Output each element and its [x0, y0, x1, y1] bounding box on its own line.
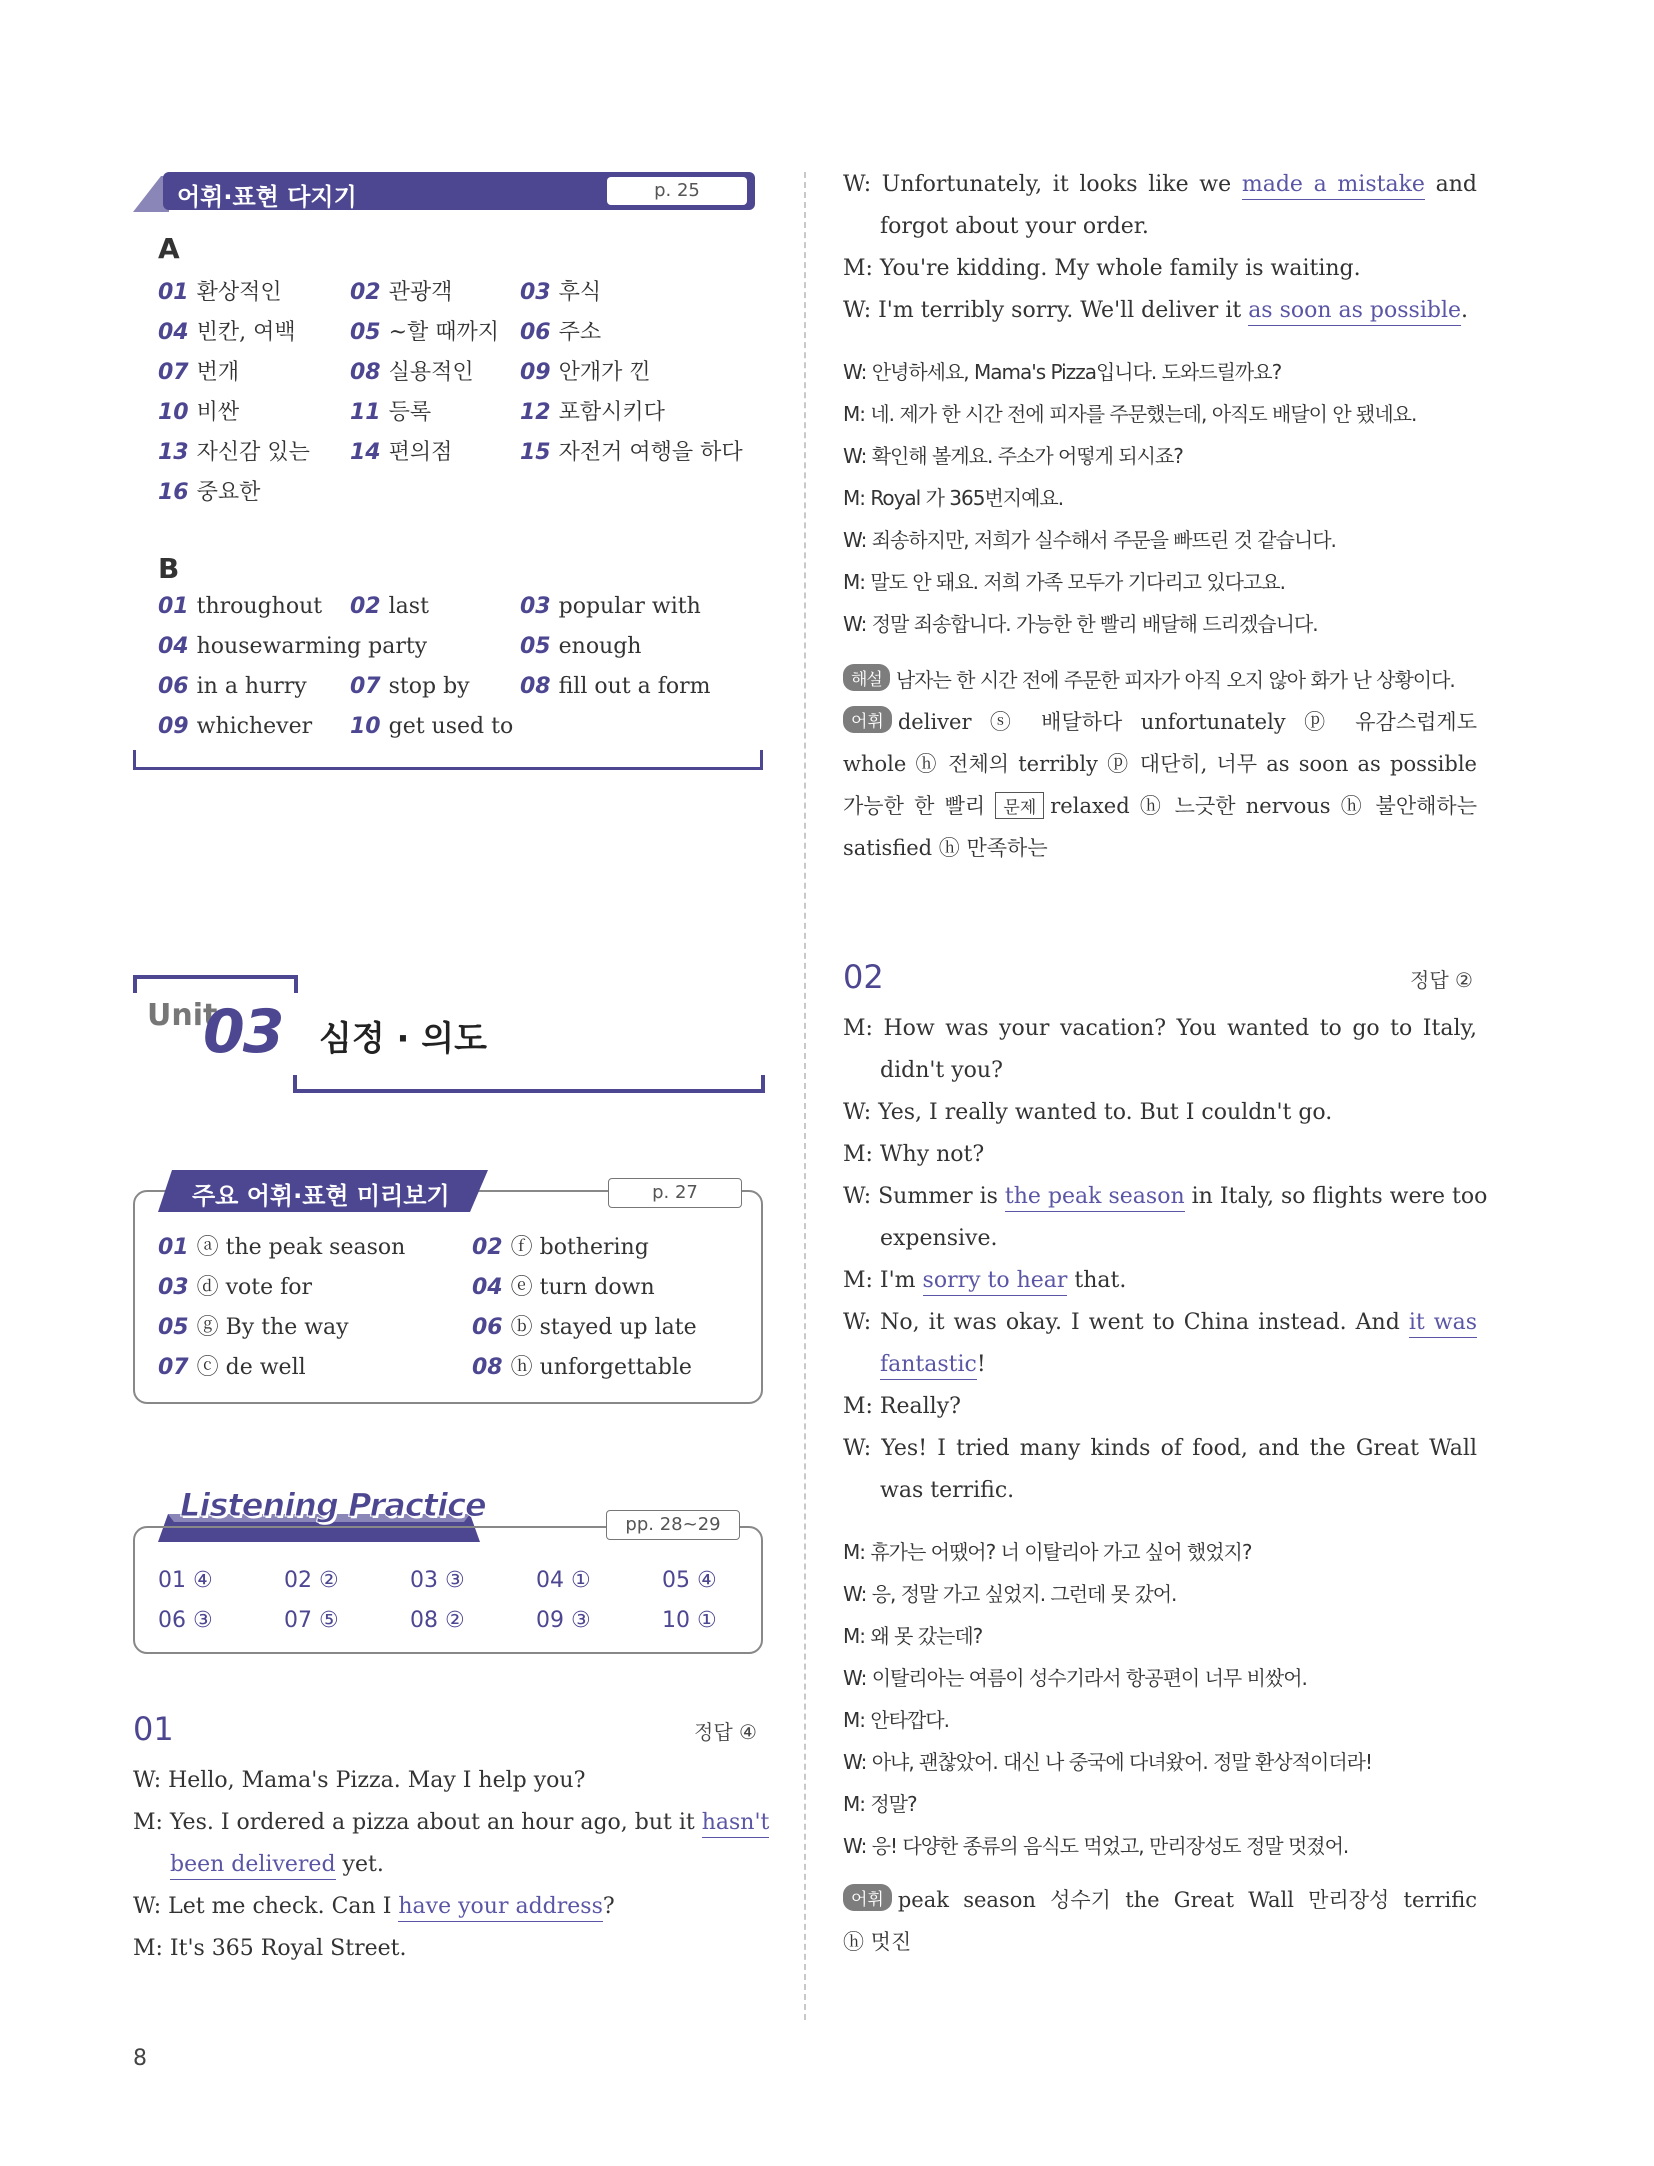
- item-text: 주소: [558, 320, 602, 345]
- vocab-a-item: [158, 475, 260, 506]
- item-number: 04: [158, 634, 189, 659]
- item-text: 환상적인: [196, 280, 282, 305]
- item-text: get used to: [388, 714, 514, 739]
- problem-box: 문제: [995, 792, 1044, 819]
- q02-blank: fantastic: [880, 1352, 977, 1380]
- answer-item: 08 ②: [410, 1608, 465, 1633]
- q02-text: W: Yes, I really wanted to. But I couldn't go.: [843, 1100, 1333, 1125]
- vocab-item: terrific: [1403, 1888, 1477, 1912]
- item-text: 등록: [388, 400, 432, 425]
- item-text: 비싼: [196, 400, 240, 425]
- vocab-a-item: [158, 435, 310, 466]
- item-text: whichever: [196, 714, 313, 739]
- answer-item: 06 ③: [158, 1608, 213, 1633]
- item-number: 15: [520, 440, 551, 465]
- item-text: 중요한: [196, 480, 261, 505]
- vocab-badge: 어휘: [843, 706, 892, 733]
- q02-line-7: [843, 1268, 1126, 1293]
- item-number: 03: [158, 1275, 189, 1300]
- q01-text: W: I'm terribly sorry. We'll deliver it: [843, 298, 1249, 323]
- explain-badge: 해설: [843, 664, 890, 691]
- vocab-b-item: [520, 594, 701, 619]
- q02-line-6: [880, 1226, 997, 1251]
- q02-translation-line: W: 응, 정말 가고 싶었지. 그런데 못 갔어.: [843, 1582, 1177, 1606]
- q02-text: expensive.: [880, 1226, 998, 1251]
- vocab-item: satisfied ⓗ 만족하는: [843, 836, 1048, 860]
- q02-text: didn't you?: [880, 1058, 1003, 1083]
- q01-vocab-line-3: [843, 790, 1477, 820]
- q01-explanation: [843, 664, 1455, 693]
- vocab-section-header: [133, 172, 763, 212]
- item-text: popular with: [558, 594, 701, 619]
- vocab-item: ⓗ 멋진: [843, 1930, 912, 1954]
- vocab-b-item: [520, 674, 711, 699]
- item-text: ⓕ bothering: [510, 1235, 649, 1260]
- preview-item: [158, 1310, 349, 1341]
- item-text: enough: [558, 634, 642, 659]
- q01-translation-line: M: Royal 가 365번지예요.: [843, 486, 1064, 510]
- answer-item: 02 ②: [284, 1568, 339, 1593]
- vocab-a-item: [350, 395, 431, 426]
- q01-text: M: You're kidding. My whole family is waiting.: [843, 256, 1361, 281]
- item-number: 08: [472, 1355, 503, 1380]
- q01-cont-line-4: [843, 298, 1468, 323]
- item-text: 관광객: [388, 280, 453, 305]
- q02-line-9: [880, 1352, 986, 1377]
- vocab-b-item: [158, 634, 427, 659]
- q01-text: and: [1435, 172, 1478, 197]
- q02-text: W: Summer is: [843, 1184, 1005, 1209]
- preview-item: [158, 1270, 312, 1301]
- item-text: fill out a form: [558, 674, 711, 699]
- q01-text: .: [1461, 298, 1469, 323]
- q02-line-5: [843, 1184, 1487, 1209]
- preview-title: 주요 어휘·표현 미리보기: [192, 1182, 450, 1210]
- item-text: 안개가 낀: [558, 360, 651, 385]
- item-text: throughout: [196, 594, 323, 619]
- item-number: 05: [158, 1315, 189, 1340]
- q01-cont-line-2: [880, 214, 1149, 239]
- q02-vocab-line-2: [843, 1926, 911, 1956]
- q01-blank: been delivered: [170, 1852, 336, 1880]
- item-number: 01: [158, 280, 189, 305]
- item-number: 07: [350, 674, 381, 699]
- unit-bracket-top: [133, 975, 298, 993]
- part-b-label: B: [158, 552, 180, 585]
- q01-line-2: [133, 1810, 770, 1835]
- item-text: ⓓ vote for: [196, 1275, 313, 1300]
- unit-header: [133, 975, 765, 1095]
- preview-header: [158, 1170, 758, 1212]
- q01-line-1: [133, 1768, 585, 1793]
- vocab-a-item: [520, 315, 601, 346]
- answer-item: 01 ④: [158, 1568, 213, 1593]
- q01-text: yet.: [335, 1852, 384, 1877]
- item-number: 08: [350, 360, 381, 385]
- q02-line-1: [843, 1016, 1477, 1041]
- preview-page-ref: p. 27: [608, 1178, 742, 1208]
- vocab-item: the Great Wall 만리장성: [1125, 1888, 1390, 1912]
- q01-cont-line-3: [843, 256, 1361, 281]
- item-number: 12: [520, 400, 551, 425]
- q02-text: W: No, it was okay. I went to China instead. And: [843, 1310, 1400, 1335]
- item-number: 09: [520, 360, 551, 385]
- q02-line-11: [843, 1436, 1477, 1461]
- vocab-item: 가능한 한 빨리: [843, 794, 986, 818]
- item-number: 03: [520, 594, 551, 619]
- q01-translation-line: W: 정말 죄송합니다. 가능한 한 빨리 배달해 드리겠습니다.: [843, 612, 1318, 636]
- vocab-a-item: [158, 395, 239, 426]
- q01-text: W: Unfortunately, it looks like we: [843, 172, 1232, 197]
- vocab-item: whole ⓗ 전체의: [843, 752, 1010, 776]
- vocab-a-item: [520, 435, 743, 466]
- q01-text: M: It's 365 Royal Street.: [133, 1936, 407, 1961]
- q02-text: M: I'm: [843, 1268, 923, 1293]
- item-text: last: [388, 594, 429, 619]
- q01-text: W: Hello, Mama's Pizza. May I help you?: [133, 1768, 586, 1793]
- item-text: in a hurry: [196, 674, 307, 699]
- q02-translation-line: M: 안타깝다.: [843, 1708, 949, 1732]
- explain-text: 남자는 한 시간 전에 주문한 피자가 아직 오지 않아 화가 난 상황이다.: [895, 668, 1455, 692]
- q02-line-2: [880, 1058, 1003, 1083]
- item-number: 02: [350, 594, 381, 619]
- vocab-a-item: [350, 275, 452, 306]
- item-text: 실용적인: [388, 360, 474, 385]
- preview-item: [158, 1230, 405, 1261]
- preview-item: [472, 1350, 692, 1381]
- vocab-a-item: [158, 275, 282, 306]
- q02-translation-line: M: 정말?: [843, 1792, 917, 1816]
- answer-item: 03 ③: [410, 1568, 465, 1593]
- item-number: 13: [158, 440, 189, 465]
- item-number: 04: [158, 320, 189, 345]
- answer-item: 04 ①: [536, 1568, 591, 1593]
- q01-line-4: [133, 1894, 615, 1919]
- item-number: 05: [520, 634, 551, 659]
- vocab-b-item: [350, 714, 513, 739]
- item-number: 10: [350, 714, 381, 739]
- item-number: 11: [350, 400, 381, 425]
- unit-title: 심정 · 의도: [319, 1019, 487, 1059]
- item-text: 자신감 있는: [196, 440, 310, 465]
- item-number: 03: [520, 280, 551, 305]
- part-a-label: A: [158, 232, 180, 265]
- q02-text: !: [976, 1352, 986, 1377]
- item-number: 06: [520, 320, 551, 345]
- q02-text: in Italy, so flights were too: [1184, 1184, 1488, 1209]
- item-text: 빈칸, 여백: [196, 320, 296, 345]
- item-number: 14: [350, 440, 381, 465]
- q01-answer: 정답 ④: [694, 1720, 757, 1744]
- answer-item: 05 ④: [662, 1568, 717, 1593]
- vocab-item: terribly ⓟ 대단히, 너무: [1018, 752, 1258, 776]
- column-divider: [804, 172, 806, 2020]
- q02-translation-line: W: 이탈리아는 여름이 성수기라서 항공편이 너무 비쌌어.: [843, 1666, 1307, 1690]
- q01-translation-line: W: 안녕하세요, Mama's Pizza입니다. 도와드릴까요?: [843, 360, 1282, 384]
- item-number: 05: [350, 320, 381, 345]
- q02-translation-line: M: 왜 못 갔는데?: [843, 1624, 983, 1648]
- vocab-section-title: 어휘·표현 다지기: [177, 183, 357, 211]
- q02-blank: the peak season: [1005, 1184, 1185, 1212]
- q01-label: 01: [133, 1710, 174, 1748]
- vocab-item: deliver ⓢ 배달하다: [897, 710, 1123, 734]
- preview-item: [472, 1230, 649, 1261]
- vocab-a-item: [350, 355, 474, 386]
- item-number: 08: [520, 674, 551, 699]
- q02-line-8: [843, 1310, 1477, 1335]
- item-text: 자전거 여행을 하다: [558, 440, 743, 465]
- q02-text: M: How was your vacation? You wanted to go to Italy,: [843, 1016, 1477, 1041]
- vocab-a-item: [520, 275, 601, 306]
- item-number: 04: [472, 1275, 503, 1300]
- vocab-a-item: [158, 315, 296, 346]
- vocab-a-item: [520, 395, 665, 426]
- item-text: housewarming party: [196, 634, 428, 659]
- vocab-a-item: [520, 355, 651, 386]
- vocab-b-item: [350, 674, 470, 699]
- item-number: 02: [472, 1235, 503, 1260]
- vocab-b-item: [350, 594, 429, 619]
- q01-blank: hasn't: [702, 1810, 770, 1838]
- unit-bracket-bottom: [293, 1075, 765, 1093]
- preview-item: [472, 1270, 655, 1301]
- item-text: ⓔ turn down: [510, 1275, 655, 1300]
- item-text: ⓗ unforgettable: [510, 1355, 692, 1380]
- q01-translation-line: M: 네. 제가 한 시간 전에 피자를 주문했는데, 아직도 배달이 안 됐네요.: [843, 402, 1417, 426]
- item-text: 후식: [558, 280, 602, 305]
- q01-text: W: Let me check. Can I: [133, 1894, 399, 1919]
- q02-blank: sorry to hear: [923, 1268, 1068, 1296]
- item-number: 01: [158, 594, 189, 619]
- q01-blank: as soon as possible: [1248, 298, 1461, 326]
- vocab-a-item: [158, 355, 239, 386]
- q01-text: ?: [602, 1894, 615, 1919]
- q01-vocab-line-4: [843, 832, 1048, 862]
- q02-line-12: [880, 1478, 1014, 1503]
- item-text: ⓒ de well: [196, 1355, 306, 1380]
- vocab-a-item: [350, 315, 499, 346]
- q02-vocab-line-1: [843, 1884, 1477, 1914]
- q01-cont-line-1: [843, 172, 1477, 197]
- item-number: 06: [158, 674, 189, 699]
- vocab-b-item: [158, 674, 307, 699]
- vocab-item: relaxed ⓗ 느긋한: [1050, 794, 1236, 818]
- vocab-item: peak season 성수기: [897, 1888, 1111, 1912]
- q01-translation-line: M: 말도 안 돼요. 저희 가족 모두가 기다리고 있다고요.: [843, 570, 1285, 594]
- q02-line-4: [843, 1142, 984, 1167]
- listening-title: Listening Practice: [180, 1486, 486, 1524]
- vocab-b-item: [520, 634, 641, 659]
- q01-blank: have your address: [398, 1894, 602, 1922]
- item-number: 07: [158, 360, 189, 385]
- q02-answer: 정답 ②: [1410, 968, 1473, 992]
- answer-item: 09 ③: [536, 1608, 591, 1633]
- item-text: 편의점: [388, 440, 453, 465]
- q01-translation-line: W: 죄송하지만, 저희가 실수해서 주문을 빠뜨린 것 같습니다.: [843, 528, 1336, 552]
- item-text: ⓐ the peak season: [196, 1235, 406, 1260]
- item-text: ⓖ By the way: [196, 1315, 349, 1340]
- vocab-box-bracket: [133, 750, 763, 770]
- item-number: 02: [350, 280, 381, 305]
- q01-translation-line: W: 확인해 볼게요. 주소가 어떻게 되시죠?: [843, 444, 1183, 468]
- item-number: 09: [158, 714, 189, 739]
- answer-item: 10 ①: [662, 1608, 717, 1633]
- vocab-badge: 어휘: [843, 1884, 892, 1911]
- item-text: 포함시키다: [558, 400, 665, 425]
- unit-word: Unit: [147, 998, 218, 1033]
- item-text: 번개: [196, 360, 240, 385]
- q02-label: 02: [843, 958, 884, 996]
- q02-translation-line: W: 아냐, 괜찮았어. 대신 나 중국에 다녀왔어. 정말 환상적이더라!: [843, 1750, 1372, 1774]
- q01-vocab-line-2: [843, 748, 1477, 778]
- item-number: 16: [158, 480, 189, 505]
- q02-text: M: Why not?: [843, 1142, 985, 1167]
- item-text: stop by: [388, 674, 470, 699]
- vocab-b-item: [158, 594, 322, 619]
- preview-item: [158, 1350, 306, 1381]
- q02-text: was terrific.: [880, 1478, 1015, 1503]
- q02-blank: it was: [1409, 1310, 1477, 1338]
- preview-item: [472, 1310, 697, 1341]
- vocab-item: unfortunately ⓟ 유감스럽게도: [1140, 710, 1477, 734]
- vocab-item: as soon as possible: [1266, 752, 1477, 776]
- q01-blank: made a mistake: [1242, 172, 1425, 200]
- item-number: 07: [158, 1355, 189, 1380]
- unit-number: 03: [203, 997, 283, 1067]
- q01-text: M: Yes. I ordered a pizza about an hour ago, but it: [133, 1810, 695, 1835]
- q01-vocab-line-1: [843, 706, 1477, 736]
- q02-text: M: Really?: [843, 1394, 961, 1419]
- q02-line-3: [843, 1100, 1332, 1125]
- item-text: ⓑ stayed up late: [510, 1315, 697, 1340]
- q02-translation-line: M: 휴가는 어땠어? 너 이탈리아 가고 싶어 했었지?: [843, 1540, 1252, 1564]
- q01-line-5: [133, 1936, 406, 1961]
- vocab-item: nervous ⓗ 불안해하는: [1245, 794, 1477, 818]
- item-number: 01: [158, 1235, 189, 1260]
- q01-line-3: [170, 1852, 384, 1877]
- vocab-page-ref: p. 25: [607, 177, 747, 205]
- q02-translation-line: W: 응! 다양한 종류의 음식도 먹었고, 만리장성도 정말 멋졌어.: [843, 1834, 1349, 1858]
- answer-item: 07 ⑤: [284, 1608, 339, 1633]
- q01-text: forgot about your order.: [880, 214, 1149, 239]
- q02-text: that.: [1067, 1268, 1127, 1293]
- item-number: 10: [158, 400, 189, 425]
- q02-text: W: Yes! I tried many kinds of food, and the Great Wall: [843, 1436, 1477, 1461]
- vocab-b-item: [158, 714, 312, 739]
- vocab-a-item: [350, 435, 452, 466]
- item-number: 06: [472, 1315, 503, 1340]
- item-text: ~할 때까지: [388, 320, 500, 345]
- q02-line-10: [843, 1394, 961, 1419]
- listening-page-ref: pp. 28~29: [606, 1510, 740, 1540]
- page-number: 8: [133, 2046, 147, 2071]
